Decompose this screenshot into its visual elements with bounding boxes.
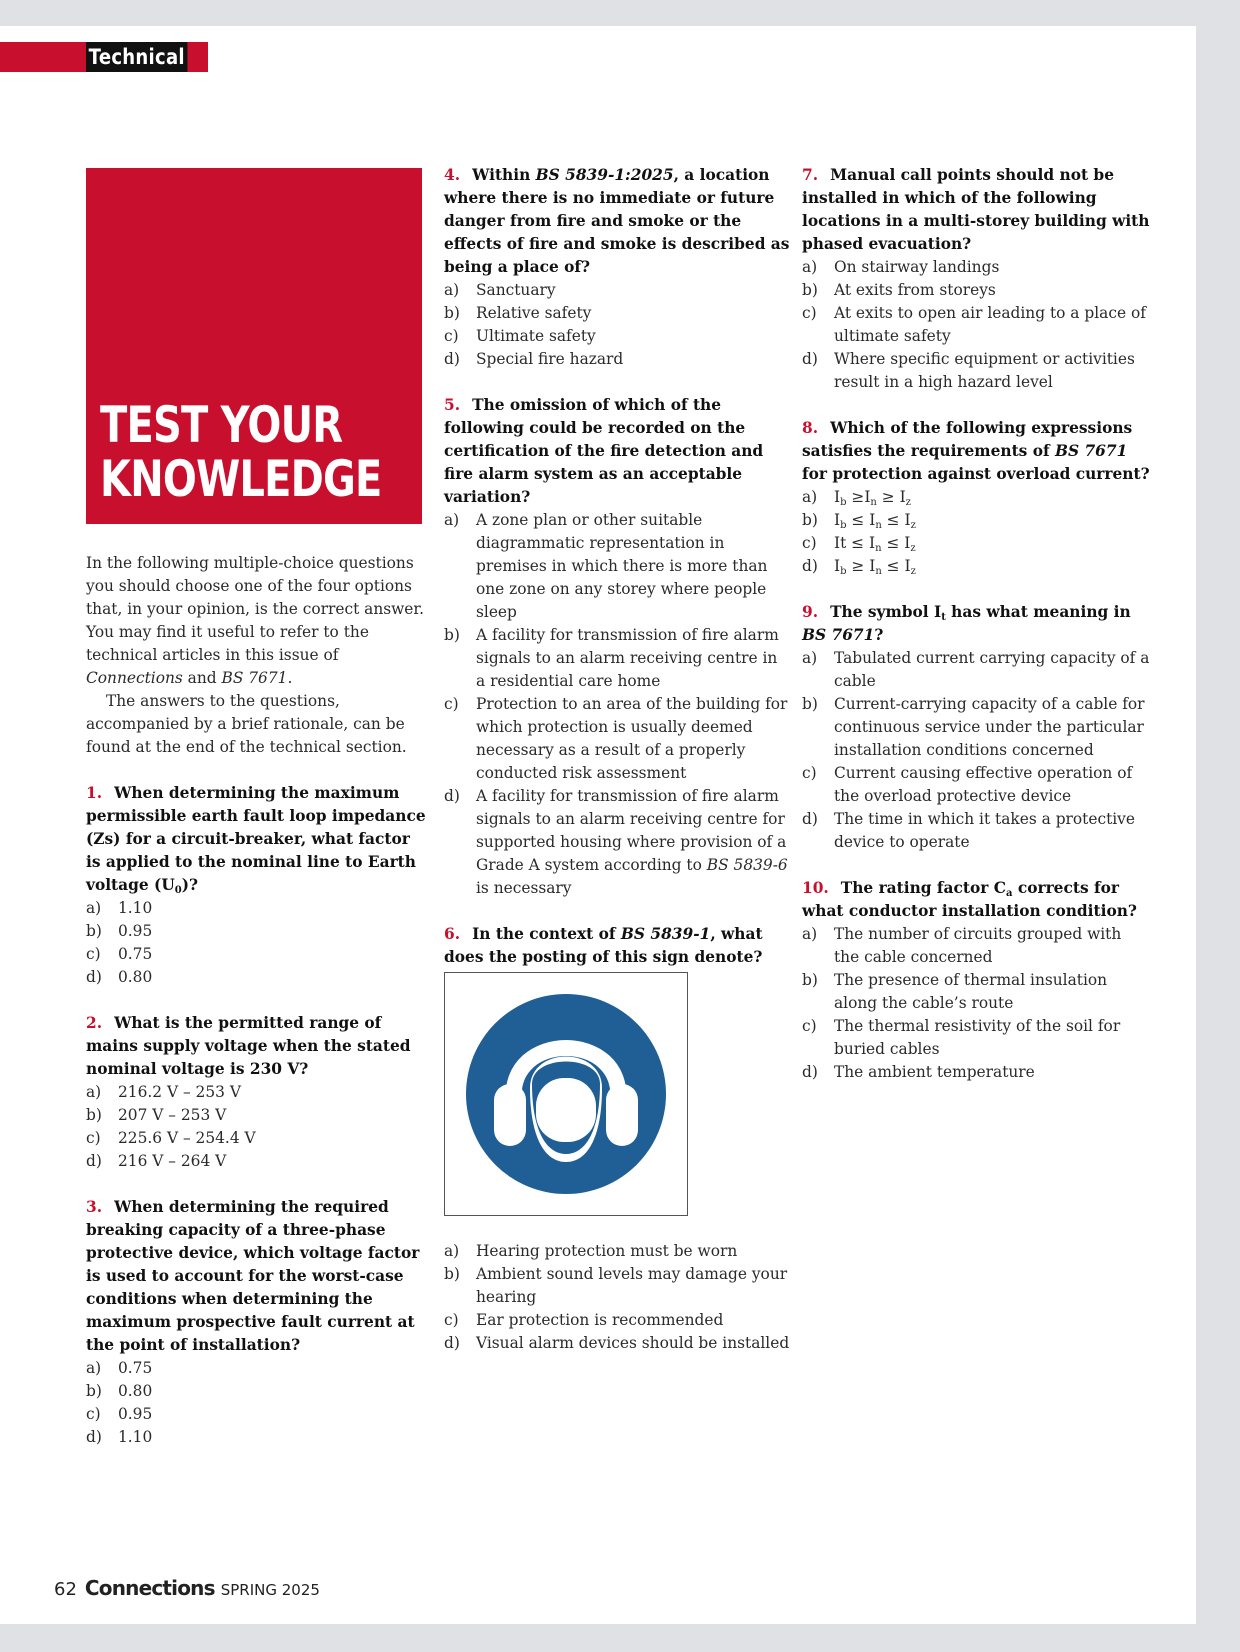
subscript: a <box>1005 888 1013 899</box>
question-number: 9. <box>802 603 819 621</box>
question-2-text <box>86 1012 426 1081</box>
option-letter: b) <box>802 511 818 529</box>
option-letter: d) <box>802 557 818 575</box>
question-number: 2. <box>86 1014 103 1032</box>
question-5-text <box>444 394 790 509</box>
option-item <box>444 1240 790 1263</box>
option-text: 0.95 <box>118 922 153 940</box>
option-letter: a) <box>444 511 460 529</box>
option-text: Relative safety <box>476 304 592 322</box>
subscript: b <box>840 566 847 577</box>
hero-title <box>100 398 382 506</box>
option-item <box>86 966 426 989</box>
option-list <box>802 647 1150 854</box>
option-text: 0.75 <box>118 945 153 963</box>
option-letter: a) <box>444 281 460 299</box>
option-item <box>802 348 1150 394</box>
option-letter: a) <box>86 1359 102 1377</box>
question-text-part: ? <box>874 626 884 644</box>
option-text: 1.10 <box>118 1428 153 1446</box>
column-2 <box>444 164 790 1378</box>
question-number: 8. <box>802 419 819 437</box>
intro-text-part: and <box>182 669 222 687</box>
option-item <box>802 762 1150 808</box>
symbol: I <box>904 557 911 575</box>
option-item <box>86 897 426 920</box>
question-8-text <box>802 417 1150 486</box>
option-item <box>86 1127 426 1150</box>
standard-reference: BS 5839-1 <box>620 925 711 943</box>
option-text: 0.80 <box>118 1382 153 1400</box>
ear-defenders-icon <box>464 992 668 1196</box>
question-3 <box>86 1196 426 1449</box>
question-number: 7. <box>802 166 819 184</box>
option-text: Visual alarm devices should be installed <box>476 1334 790 1352</box>
subscript: z <box>905 497 911 508</box>
option-text: Protection to an area of the building for which protection is usually deemed necessary as a result of a properly conducted risk assessment <box>476 695 788 782</box>
subscript: b <box>840 520 847 531</box>
option-item <box>86 1357 426 1380</box>
option-text: On stairway landings <box>834 258 1000 276</box>
question-9 <box>802 601 1150 854</box>
symbol: I <box>868 534 876 552</box>
intro-text <box>86 552 426 759</box>
option-item <box>444 624 790 693</box>
option-letter: d) <box>86 968 102 986</box>
option-text: Ultimate safety <box>476 327 596 345</box>
option-text: Special fire hazard <box>476 350 624 368</box>
operator: ≥ <box>851 488 865 506</box>
option-text: The ambient temperature <box>834 1063 1035 1081</box>
option-list <box>802 256 1150 394</box>
question-text-part: , what does the posting of this sign denote? <box>444 925 763 966</box>
option-text: The number of circuits grouped with the cable concerned <box>834 925 1122 966</box>
option-text: 225.6 V – 254.4 V <box>118 1129 256 1147</box>
question-1 <box>86 782 426 989</box>
option-letter: c) <box>444 1311 459 1329</box>
question-10-text <box>802 877 1150 923</box>
option-item <box>802 693 1150 762</box>
question-1-text <box>86 782 426 897</box>
question-number: 3. <box>86 1198 103 1216</box>
question-6 <box>444 923 790 1355</box>
question-3-text <box>86 1196 426 1357</box>
question-text-part: for protection against overload current? <box>802 465 1150 483</box>
symbol: I <box>869 511 876 529</box>
operator: ≤ <box>851 511 865 529</box>
option-item <box>444 348 790 371</box>
option-list <box>444 1240 790 1355</box>
operator: ≤ <box>851 534 865 552</box>
option-letter: d) <box>86 1428 102 1446</box>
question-9-text <box>802 601 1150 647</box>
magazine-brand: Connections <box>84 1576 215 1600</box>
option-item <box>86 1403 426 1426</box>
question-text-part: )? <box>181 876 199 894</box>
option-letter: d) <box>802 350 818 368</box>
question-8 <box>802 417 1150 578</box>
option-letter: b) <box>802 695 818 713</box>
intro-text-part: . <box>287 669 293 687</box>
page-number: 62 <box>54 1579 77 1600</box>
option-item <box>802 509 1150 532</box>
option-text: At exits from storeys <box>834 281 996 299</box>
option-letter: b) <box>802 971 818 989</box>
option-text: 0.80 <box>118 968 153 986</box>
option-item <box>86 1150 426 1173</box>
option-letter: d) <box>444 787 460 805</box>
option-item <box>444 1263 790 1309</box>
question-text-part: corrects for what conductor installation condition? <box>802 879 1137 920</box>
symbol: I <box>834 488 841 506</box>
option-item <box>802 302 1150 348</box>
operator: ≤ <box>886 534 900 552</box>
operator: ≥ <box>881 488 895 506</box>
standard-reference: BS 7671 <box>1054 442 1128 460</box>
option-item <box>444 1332 790 1355</box>
issue-season: SPRING 2025 <box>220 1581 320 1599</box>
option-text: The thermal resistivity of the soil for buried cables <box>834 1017 1121 1058</box>
standard-reference: BS 7671 <box>802 626 875 644</box>
option-letter: d) <box>444 1334 460 1352</box>
option-item <box>444 302 790 325</box>
option-text: 216 V – 264 V <box>118 1152 227 1170</box>
option-item <box>444 279 790 302</box>
option-letter: a) <box>802 258 818 276</box>
question-text-part: Which of the following expressions satisfies the requirements of <box>802 419 1133 460</box>
formula <box>834 532 1150 555</box>
question-7-text <box>802 164 1150 256</box>
option-item <box>86 1104 426 1127</box>
option-text: 0.75 <box>118 1359 153 1377</box>
option-item <box>802 923 1150 969</box>
option-item <box>86 943 426 966</box>
option-text: A zone plan or other suitable diagrammatic representation in premises in which there is more than one zone on any storey where people sleep <box>476 511 768 621</box>
option-text: 1.10 <box>118 899 153 917</box>
subscript: t <box>941 612 946 623</box>
option-text: 216.2 V – 253 V <box>118 1083 241 1101</box>
option-text: Hearing protection must be worn <box>476 1242 738 1260</box>
symbol: I <box>869 557 876 575</box>
question-text-part: , a location where there is no immediate or future danger from fire and smoke or the effects of fire and smoke is described as being a place of? <box>444 166 790 276</box>
intro-emphasis: BS 7671 <box>221 669 288 687</box>
question-5 <box>444 394 790 900</box>
hero-title-line1: TEST YOUR <box>100 396 343 454</box>
question-number: 10. <box>802 879 829 897</box>
option-item <box>86 1380 426 1403</box>
intro-paragraph-1 <box>86 552 426 690</box>
option-item <box>86 1081 426 1104</box>
option-list <box>444 509 790 785</box>
option-letter: a) <box>802 488 818 506</box>
option-letter: a) <box>86 899 102 917</box>
option-item <box>86 1426 426 1449</box>
question-number: 1. <box>86 784 103 802</box>
magazine-page <box>0 26 1196 1624</box>
option-letter: b) <box>86 1382 102 1400</box>
option-letter: a) <box>86 1083 102 1101</box>
option-letter: b) <box>444 304 460 322</box>
question-text-part: When determining the maximum permissible earth fault loop impedance (Zs) for a circuit-breaker, what factor is applied to the nominal line to Earth voltage (U <box>86 784 426 894</box>
option-text: At exits to open air leading to a place of ultimate safety <box>834 304 1146 345</box>
option-item <box>802 647 1150 693</box>
question-text-part: In the context of <box>472 925 621 943</box>
formula <box>834 509 1150 532</box>
option-letter: c) <box>444 695 459 713</box>
formula <box>834 486 1150 509</box>
option-text: Current-carrying capacity of a cable for continuous service under the particular installation conditions concerned <box>834 695 1145 759</box>
subscript: n <box>875 566 882 577</box>
option-item <box>802 1061 1150 1084</box>
option-letter: b) <box>86 1106 102 1124</box>
option-item <box>802 486 1150 509</box>
option-text: Ambient sound levels may damage your hearing <box>476 1265 788 1306</box>
symbol: I <box>834 511 841 529</box>
subscript: 0 <box>174 885 182 896</box>
option-letter: c) <box>802 534 817 552</box>
option-text-part: is necessary <box>476 879 572 897</box>
option-letter: d) <box>802 810 818 828</box>
intro-emphasis: Connections <box>86 669 183 687</box>
option-item <box>444 325 790 348</box>
option-item <box>444 1309 790 1332</box>
option-letter: c) <box>802 304 817 322</box>
option-text: 0.95 <box>118 1405 153 1423</box>
option-list <box>802 486 1150 578</box>
question-7 <box>802 164 1150 394</box>
option-text: The time in which it takes a protective device to operate <box>834 810 1135 851</box>
option-list <box>86 1357 426 1449</box>
hero-panel <box>86 168 422 524</box>
question-text-part: The rating factor C <box>840 879 1006 897</box>
intro-text-part: In the following multiple-choice questions you should choose one of the four options that, in your opinion, is the correct answer. You may find it useful to refer to the technical articles in this issue of <box>86 554 424 664</box>
option-item <box>444 785 790 900</box>
option-text: Current causing effective operation of the overload protective device <box>834 764 1133 805</box>
hearing-protection-sign-icon <box>444 972 688 1216</box>
option-list <box>802 923 1150 1084</box>
subscript: z <box>910 543 916 554</box>
option-text-part: A facility for transmission of fire alarm signals to an alarm receiving centre for supported housing where provision of a Grade A system according to <box>476 787 787 874</box>
subscript: n <box>875 520 882 531</box>
page-footer <box>54 1576 320 1600</box>
option-letter: c) <box>802 764 817 782</box>
option-list-continued <box>444 785 790 900</box>
hero-title-line2: KNOWLEDGE <box>100 450 382 508</box>
option-item <box>802 279 1150 302</box>
option-letter: c) <box>802 1017 817 1035</box>
standard-reference: BS 5839-6 <box>706 856 788 874</box>
option-letter: b) <box>802 281 818 299</box>
option-letter: c) <box>444 327 459 345</box>
symbol: I <box>899 488 906 506</box>
column-1 <box>86 552 426 1472</box>
question-number: 4. <box>444 166 461 184</box>
question-number: 6. <box>444 925 461 943</box>
option-item <box>802 555 1150 578</box>
question-4-text <box>444 164 790 279</box>
option-letter: c) <box>86 945 101 963</box>
question-6-text <box>444 923 790 969</box>
option-list <box>86 897 426 989</box>
option-letter: d) <box>802 1063 818 1081</box>
option-item <box>802 256 1150 279</box>
option-letter: a) <box>802 649 818 667</box>
section-tag: Technical <box>86 42 187 72</box>
subscript: z <box>910 566 916 577</box>
symbol: I <box>904 534 911 552</box>
question-4 <box>444 164 790 371</box>
option-text: The presence of thermal insulation along the cable’s route <box>834 971 1108 1012</box>
symbol: I <box>864 488 871 506</box>
question-2 <box>86 1012 426 1173</box>
question-text-part: Manual call points should not be installed in which of the following locations in a multi-storey building with phased evacuation? <box>802 166 1150 253</box>
option-letter: a) <box>444 1242 460 1260</box>
option-text: 207 V – 253 V <box>118 1106 227 1124</box>
option-item <box>802 808 1150 854</box>
option-letter: b) <box>86 922 102 940</box>
question-text-part: The omission of which of the following could be recorded on the certification of the fire detection and fire alarm system as an acceptable variation? <box>444 396 764 506</box>
option-text: Sanctuary <box>476 281 556 299</box>
question-text-part: Within <box>472 166 536 184</box>
option-item <box>802 969 1150 1015</box>
option-letter: a) <box>802 925 818 943</box>
symbol: It <box>834 534 847 552</box>
symbol: I <box>834 557 841 575</box>
option-text <box>476 785 790 900</box>
option-item <box>86 920 426 943</box>
question-number: 5. <box>444 396 461 414</box>
subscript: n <box>875 543 882 554</box>
option-letter: b) <box>444 626 460 644</box>
option-letter: d) <box>444 350 460 368</box>
option-text: Ear protection is recommended <box>476 1311 724 1329</box>
standard-reference: BS 5839-1:2025 <box>535 166 674 184</box>
option-list <box>86 1081 426 1173</box>
subscript: b <box>840 497 847 508</box>
option-list <box>444 279 790 371</box>
option-letter: c) <box>86 1405 101 1423</box>
option-letter: d) <box>86 1152 102 1170</box>
operator: ≤ <box>886 511 900 529</box>
subscript: n <box>870 497 877 508</box>
column-3 <box>802 164 1150 1107</box>
option-text: Tabulated current carrying capacity of a cable <box>834 649 1150 690</box>
formula <box>834 555 1150 578</box>
option-text: A facility for transmission of fire alarm signals to an alarm receiving centre in a residential care home <box>476 626 779 690</box>
subscript: z <box>910 520 916 531</box>
intro-paragraph-2: The answers to the questions, accompanied by a brief rationale, can be found at the end of the technical section. <box>86 692 407 756</box>
option-letter: c) <box>86 1129 101 1147</box>
option-item <box>802 532 1150 555</box>
operator: ≥ <box>851 557 865 575</box>
operator: ≤ <box>886 557 900 575</box>
question-text-part: What is the permitted range of mains supply voltage when the stated nominal voltage is 230 V? <box>86 1014 411 1078</box>
question-text-part: The symbol I <box>830 603 942 621</box>
option-item <box>444 693 790 785</box>
question-text-part: When determining the required breaking capacity of a three-phase protective device, which voltage factor is used to account for the worst-case conditions when determining the maximum prospective fault current at the point of installation? <box>86 1198 420 1354</box>
symbol: I <box>904 511 911 529</box>
option-item <box>802 1015 1150 1061</box>
option-letter: b) <box>444 1265 460 1283</box>
option-text: Where specific equipment or activities result in a high hazard level <box>834 350 1135 391</box>
question-text-part: has what meaning in <box>945 603 1131 621</box>
question-10 <box>802 877 1150 1084</box>
option-item <box>444 509 790 624</box>
